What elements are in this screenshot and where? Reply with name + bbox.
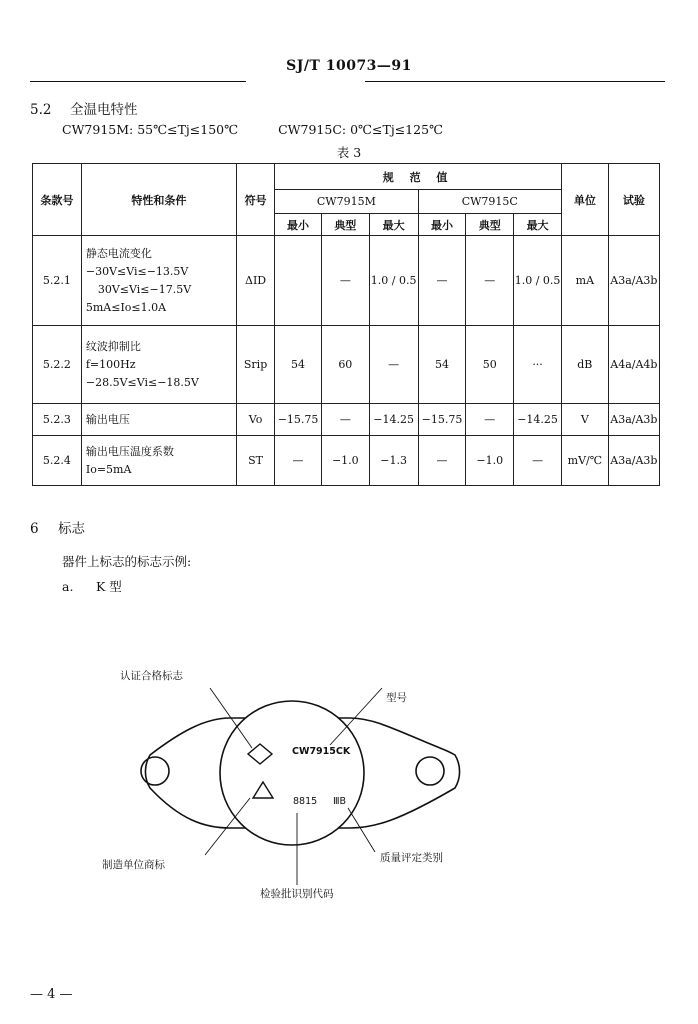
label-quality-class: 质量评定类别 [380, 852, 443, 864]
cell-m-max: −14.25 [369, 404, 418, 436]
row-symbol: Vo [236, 404, 274, 436]
row-test: A3a/A3b [608, 436, 659, 486]
section-number: 5.2 [30, 102, 52, 118]
row-characteristic [81, 404, 236, 436]
row-symbol: ST [236, 436, 274, 486]
item-a [62, 577, 122, 595]
char-line: 5mA≤Io≤1.0A [85, 300, 167, 314]
quality-marking: ⅢB [333, 796, 347, 807]
condition-c: CW7915C: 0℃≤Tj≤125℃ [278, 122, 444, 137]
item-a-text: K 型 [96, 579, 122, 594]
header-c-max: 最大 [514, 214, 562, 236]
cell-c-typ: — [466, 404, 514, 436]
cell-m-min: −15.75 [275, 404, 322, 436]
batch-marking: 8815 [293, 796, 318, 807]
item-a-label: a. [62, 579, 74, 594]
cell-c-typ: −1.0 [466, 436, 514, 486]
cell-c-min: — [418, 236, 466, 326]
header-rule-right [365, 81, 665, 82]
char-line: −30V≤Vi≤−13.5V [85, 264, 189, 278]
cell-m-typ: −1.0 [321, 436, 369, 486]
cell-c-typ: 50 [466, 326, 514, 404]
header-clause: 条款号 [33, 164, 82, 236]
section-title: 标志 [58, 521, 85, 537]
table-row [33, 326, 660, 404]
cell-c-min: 54 [418, 326, 466, 404]
row-symbol: Srip [236, 326, 274, 404]
cell-m-min: 54 [275, 326, 322, 404]
table-row [33, 436, 660, 486]
section-5-2-heading [30, 98, 138, 118]
char-line: Io=5mA [85, 462, 132, 476]
cell-c-max: 1.0 / 0.5 [514, 236, 562, 326]
table-caption: 表 3 [336, 145, 362, 160]
char-line: f=100Hz [85, 357, 136, 371]
condition-m: CW7915M: 55℃≤Tj≤150℃ [62, 122, 239, 137]
header-m-min: 最小 [275, 214, 322, 236]
row-characteristic [81, 436, 236, 486]
row-characteristic [81, 326, 236, 404]
cell-c-min: — [418, 436, 466, 486]
table-row [33, 404, 660, 436]
marking-description: 器件上标志的标志示例: [62, 554, 192, 569]
char-line: 输出电压 [85, 412, 130, 426]
model-marking: CW7915CK [292, 746, 351, 757]
header-model-c: CW7915C [418, 190, 561, 214]
cell-m-typ: — [321, 236, 369, 326]
label-manufacturer: 制造单位商标 [102, 859, 165, 871]
row-clause: 5.2.2 [33, 326, 82, 404]
header-m-typ: 典型 [321, 214, 369, 236]
char-line: 输出电压温度系数 [85, 444, 174, 458]
label-model: 型号 [386, 692, 407, 704]
header-spec: 规 范 值 [275, 164, 562, 190]
header-test: 试验 [608, 164, 659, 236]
row-symbol: ΔID [236, 236, 274, 326]
k-package-marking-diagram [100, 660, 520, 910]
header-m-max: 最大 [369, 214, 418, 236]
cell-m-typ: 60 [321, 326, 369, 404]
cell-m-max: 1.0 / 0.5 [369, 236, 418, 326]
char-line: 30V≤Vi≤−17.5V [97, 282, 192, 296]
header-c-min: 最小 [418, 214, 466, 236]
package-body-circle [220, 701, 364, 845]
section-number: 6 [30, 521, 39, 537]
cell-c-max: ··· [514, 326, 562, 404]
cell-m-max: −1.3 [369, 436, 418, 486]
header-unit: 单位 [561, 164, 608, 236]
row-clause: 5.2.3 [33, 404, 82, 436]
leader-quality [348, 808, 375, 852]
page-number: — 4 — [30, 987, 73, 1002]
cell-m-max: — [369, 326, 418, 404]
row-unit: mV/℃ [561, 436, 608, 486]
cell-m-typ: — [321, 404, 369, 436]
temperature-conditions [62, 122, 479, 137]
cell-m-min [275, 236, 322, 326]
cell-c-min: −15.75 [418, 404, 466, 436]
char-line: −28.5V≤Vi≤−18.5V [85, 375, 199, 389]
char-line: 纹波抑制比 [85, 339, 141, 353]
header-symbol: 符号 [236, 164, 274, 236]
row-test: A3a/A3b [608, 236, 659, 326]
section-6-heading [30, 517, 85, 537]
header-rule-left [30, 81, 246, 82]
mounting-hole-right [416, 757, 444, 785]
cell-c-typ: — [466, 236, 514, 326]
row-test: A4a/A4b [608, 326, 659, 404]
header-model-m: CW7915M [275, 190, 418, 214]
cell-c-max: — [514, 436, 562, 486]
char-line: 静态电流变化 [85, 246, 152, 260]
section-title: 全温电特性 [70, 102, 138, 118]
header-c-typ: 典型 [466, 214, 514, 236]
row-unit: dB [561, 326, 608, 404]
standard-code: SJ/T 10073—91 [286, 58, 412, 74]
row-test: A3a/A3b [608, 404, 659, 436]
row-clause: 5.2.4 [33, 436, 82, 486]
row-clause: 5.2.1 [33, 236, 82, 326]
table-row [33, 236, 660, 326]
spec-table [32, 163, 660, 486]
cell-c-max: −14.25 [514, 404, 562, 436]
label-cert-mark: 认证合格标志 [120, 670, 183, 682]
header-characteristic: 特性和条件 [81, 164, 236, 236]
cell-m-min: — [275, 436, 322, 486]
row-unit: mA [561, 236, 608, 326]
row-unit: V [561, 404, 608, 436]
row-characteristic [81, 236, 236, 326]
label-batch-code: 检验批识别代码 [260, 888, 334, 900]
